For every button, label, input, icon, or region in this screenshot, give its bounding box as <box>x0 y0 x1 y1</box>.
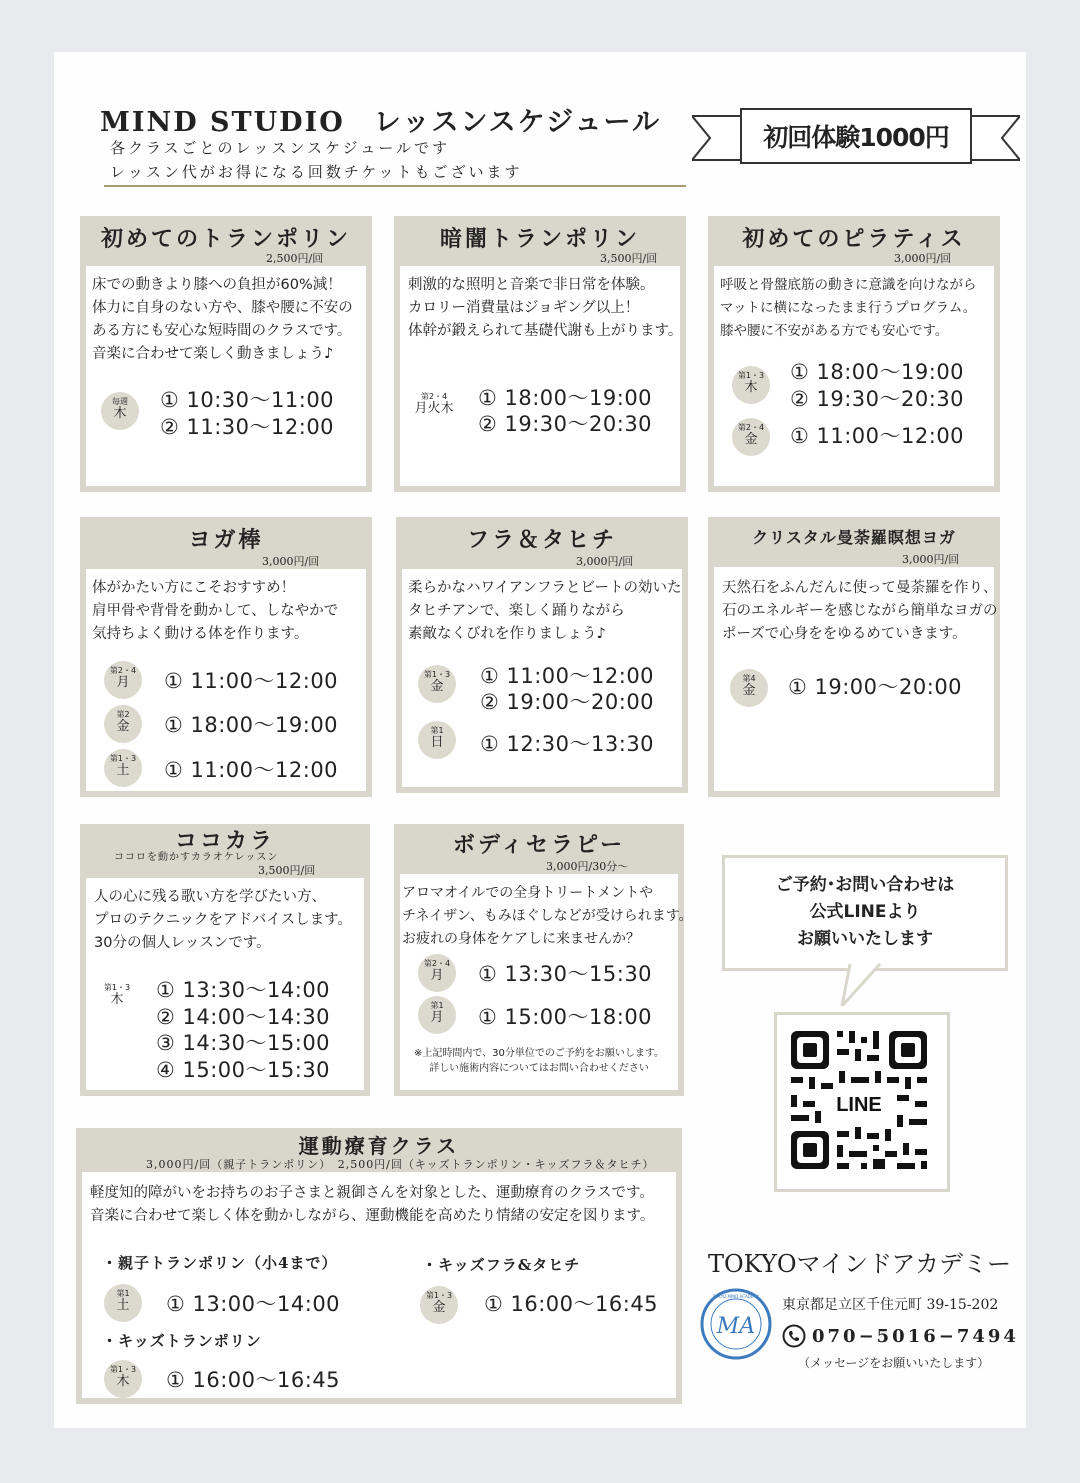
time-slot: ① 19:00〜20:00 <box>788 675 963 699</box>
day-badge <box>98 978 136 1016</box>
time-slot: ② 14:00〜14:30 <box>156 1005 331 1029</box>
badge-week: 第1・3 <box>423 670 451 679</box>
badge-day: 日 <box>430 735 444 750</box>
badge-day: 月 <box>116 675 130 690</box>
day-badge <box>104 705 142 743</box>
time-slot: ① 18:00〜19:00 <box>478 386 653 410</box>
time-slot: ① 13:30〜14:00 <box>156 978 331 1002</box>
class-body <box>86 569 366 791</box>
badge-day: 木 <box>116 1374 130 1389</box>
badge-day: 木 <box>110 992 124 1007</box>
time-slot: ② 11:30〜12:00 <box>160 415 335 439</box>
badge-week: 第1 <box>430 1001 444 1010</box>
time-slot: ① 16:00〜16:45 <box>484 1292 659 1316</box>
day-badge <box>104 749 142 787</box>
time-slot: ① 11:00〜12:00 <box>164 669 339 693</box>
contact-message: ご予約･お問い合わせは 公式LINEより お願いいたします <box>775 875 955 949</box>
address: 東京都足立区千住元町 39-15-202 <box>782 1297 999 1313</box>
schedule-page <box>54 52 1026 1428</box>
day-badge <box>732 366 770 404</box>
time-slot: ① 18:00〜19:00 <box>164 713 339 737</box>
badge-day: 月火木 <box>414 401 454 416</box>
badge-week: 第1 <box>116 1289 130 1298</box>
day-badge <box>418 721 456 759</box>
badge-day: 土 <box>116 763 130 778</box>
header-divider <box>104 185 686 187</box>
class-description: 軽度知的障がいをお持ちのお子さまと親御さんを対象とした、運動療育のクラスです。 音楽に合わせて楽しく体を動かしながら、運動機能を高めたり情緒の安定を図ります。 <box>90 1185 655 1224</box>
badge-week: 第2・4 <box>109 666 137 675</box>
badge-week: 第1・3 <box>109 754 137 763</box>
page-title: MIND STUDIO レッスンスケジュール <box>100 107 662 138</box>
badge-week: 毎週 <box>112 397 128 406</box>
class-description: 刺激的な照明と音楽で非日常を体験。 カロリー消費量はジョギング以上！ 体幹が鍛えられて基礎代謝も上がります。 <box>408 277 683 339</box>
class-card-yoga-bar <box>80 517 372 797</box>
time-slot: ② 19:30〜20:30 <box>790 387 965 411</box>
time-slot: ① 16:00〜16:45 <box>166 1368 341 1392</box>
badge-day: 金 <box>432 1300 446 1315</box>
bubble-tail <box>834 962 894 1006</box>
badge-day: 金 <box>430 679 444 694</box>
section-title: ・親子トランポリン（小4まで） <box>102 1254 338 1272</box>
day-badge <box>418 665 456 703</box>
phone-number[interactable]: 070−5016−7494 <box>812 1326 1019 1347</box>
day-badge <box>104 1360 142 1398</box>
class-subname: ココロを動かすカラオケレッスン <box>114 852 279 863</box>
time-slot: ② 19:30〜20:30 <box>478 412 653 436</box>
time-slot: ① 10:30〜11:00 <box>160 388 335 412</box>
class-card-kids-therapy <box>76 1128 682 1404</box>
class-card-dark-trampoline <box>394 216 686 492</box>
trial-offer-badge: 初回体験1000円 <box>740 108 972 164</box>
academy-logo-icon <box>700 1288 772 1360</box>
badge-day: 土 <box>116 1298 130 1313</box>
class-card-pilates <box>708 216 1000 492</box>
badge-week: 第2・4 <box>737 423 765 432</box>
time-slot: ① 18:00〜19:00 <box>790 360 965 384</box>
class-price: 3,000円/回 <box>262 555 320 568</box>
day-badge <box>730 669 768 707</box>
class-body <box>402 569 682 787</box>
badge-week: 第2・4 <box>420 392 448 401</box>
class-price: 3,000円/回 <box>902 553 960 566</box>
time-slot: ② 19:00〜20:00 <box>480 690 655 714</box>
academy-name: TOKYOマインドアカデミー <box>708 1250 1012 1278</box>
class-body <box>86 266 366 486</box>
day-badge <box>418 996 456 1034</box>
class-body <box>400 874 693 1090</box>
page-subtitle: 各クラスごとのレッスンスケジュールです レッスン代がお得になる回数チケットもございます <box>110 139 523 181</box>
time-slot: ① 13:00〜14:00 <box>166 1292 341 1316</box>
class-price: 3,000円/回 <box>894 252 952 265</box>
class-name: 運動療育クラス <box>298 1134 460 1158</box>
class-price: 3,500円/回 <box>600 252 658 265</box>
badge-day: 木 <box>744 380 758 395</box>
section-title: ・キッズフラ&タヒチ <box>422 1256 581 1274</box>
badge-day: 金 <box>742 683 756 698</box>
badge-week: 第1・3 <box>737 371 765 380</box>
time-slot: ① 11:00〜12:00 <box>164 758 339 782</box>
class-description: 呼吸と骨盤底筋の動きに意識を向けながら マットに横になったまま行うプログラム。 膝や腰に不安がある方でも安心です。 <box>720 277 977 339</box>
phone-icon <box>782 1324 806 1348</box>
day-badge <box>104 1284 142 1322</box>
badge-week: 第2 <box>116 710 130 719</box>
logo-monogram: MA <box>716 1314 756 1339</box>
badge-week: 第1 <box>430 726 444 735</box>
class-description: 床での動きより膝への負担が60%減！ 体力に自身のない方や、膝や腰に不安の ある方にも安心な短時間のクラスです。 音楽に合わせて楽しく動きましょう♪ <box>92 277 353 362</box>
class-description: 体がかたい方にこそおすすめ！ 肩甲骨や背骨を動かして、しなやかで 気持ちよく動ける体を作ります。 <box>92 580 339 642</box>
class-price: 3,500円/回 <box>258 864 316 877</box>
class-name: クリスタル曼荼羅瞑想ヨガ <box>752 528 956 547</box>
badge-week: 第1・3 <box>109 1365 137 1374</box>
day-badge <box>104 661 142 699</box>
phone-note: （メッセージをお願いいたします） <box>798 1356 990 1370</box>
badge-week: 第2・4 <box>423 959 451 968</box>
class-body <box>714 266 994 486</box>
logo-text: TOKYO MIND ACADEMY <box>712 1294 760 1299</box>
class-name: フラ＆タヒチ <box>466 527 617 553</box>
line-qr-code[interactable] <box>774 1012 950 1192</box>
class-description: アロマオイルでの全身トリートメントや チネイザン、もみほぐしなどが受けられます。 お疲れの身体をケアしに来ませんか？ <box>402 885 693 947</box>
class-body <box>400 266 683 486</box>
badge-day: 月 <box>430 968 444 983</box>
time-slot: ① 12:30〜13:30 <box>480 732 655 756</box>
class-name: ボディセラピー <box>452 832 626 858</box>
contact-speech-bubble <box>722 855 1008 971</box>
class-description: 人の心に残る歌い方を学びたい方、 プロのテクニックをアドバイスします。 30分の個人レッスンです。 <box>94 889 352 951</box>
time-slot: ① 11:00〜12:00 <box>480 664 655 688</box>
day-badge <box>732 418 770 456</box>
class-description: 柔らかなハワイアンフラとビートの効いた タヒチアンで、楽しく踊りながら 素敵なくびれを作りましょう♪ <box>408 580 682 642</box>
class-body <box>82 1172 676 1398</box>
class-price: 3,000円/30分〜 <box>546 860 629 873</box>
class-price: 2,500円/回 <box>266 252 324 265</box>
reservation-note: ※上記時間内で、30分単位でのご予約をお願いします。 詳しい施術内容についてはお問い合わせください <box>413 1048 665 1074</box>
class-card-body-therapy <box>394 824 693 1096</box>
class-name: 初めてのトランポリン <box>100 226 351 252</box>
class-card-hula-tahiti <box>396 517 688 793</box>
badge-day: 月 <box>430 1010 444 1025</box>
badge-week: 第1・3 <box>425 1291 453 1300</box>
time-slot: ① 13:30〜15:30 <box>478 962 653 986</box>
day-badge <box>412 384 456 428</box>
class-name: 暗闇トランポリン <box>439 226 640 252</box>
time-slot: ④ 15:00〜15:30 <box>156 1058 331 1082</box>
qr-label: LINE <box>836 1094 882 1116</box>
class-description: 天然石をふんだんに使って曼荼羅を作り、 石のエネルギーを感じながら簡単なヨガの ポーズで心身ををゆるめていきます。 <box>722 580 998 642</box>
time-slot: ③ 14:30〜15:00 <box>156 1031 331 1055</box>
badge-day: 金 <box>116 719 130 734</box>
class-body <box>86 878 364 1090</box>
day-badge <box>420 1286 458 1324</box>
badge-week: 第1・3 <box>103 983 131 992</box>
badge-week: 第4 <box>742 674 756 683</box>
class-name: 初めてのピラティス <box>742 226 966 252</box>
time-slot: ① 11:00〜12:00 <box>790 424 965 448</box>
class-card-kokokara <box>80 824 370 1096</box>
time-slot: ① 15:00〜18:00 <box>478 1005 653 1029</box>
day-badge <box>418 954 456 992</box>
class-name: ヨガ棒 <box>188 527 264 553</box>
qr-code-icon <box>777 1015 941 1183</box>
badge-day: 金 <box>744 432 758 447</box>
class-card-trampoline-beginner <box>80 216 372 492</box>
class-price: 3,000円/回（親子トランポリン） 2,500円/回（キッズトランポリン・キッズフラ＆タヒチ） <box>146 1158 655 1171</box>
badge-day: 木 <box>113 406 127 421</box>
class-body <box>714 567 998 791</box>
class-card-crystal-yoga <box>708 517 1000 797</box>
class-name: ココカラ <box>174 828 275 854</box>
day-badge <box>101 392 139 430</box>
section-title: ・キッズトランポリン <box>102 1332 262 1350</box>
class-price: 3,000円/回 <box>576 555 634 568</box>
